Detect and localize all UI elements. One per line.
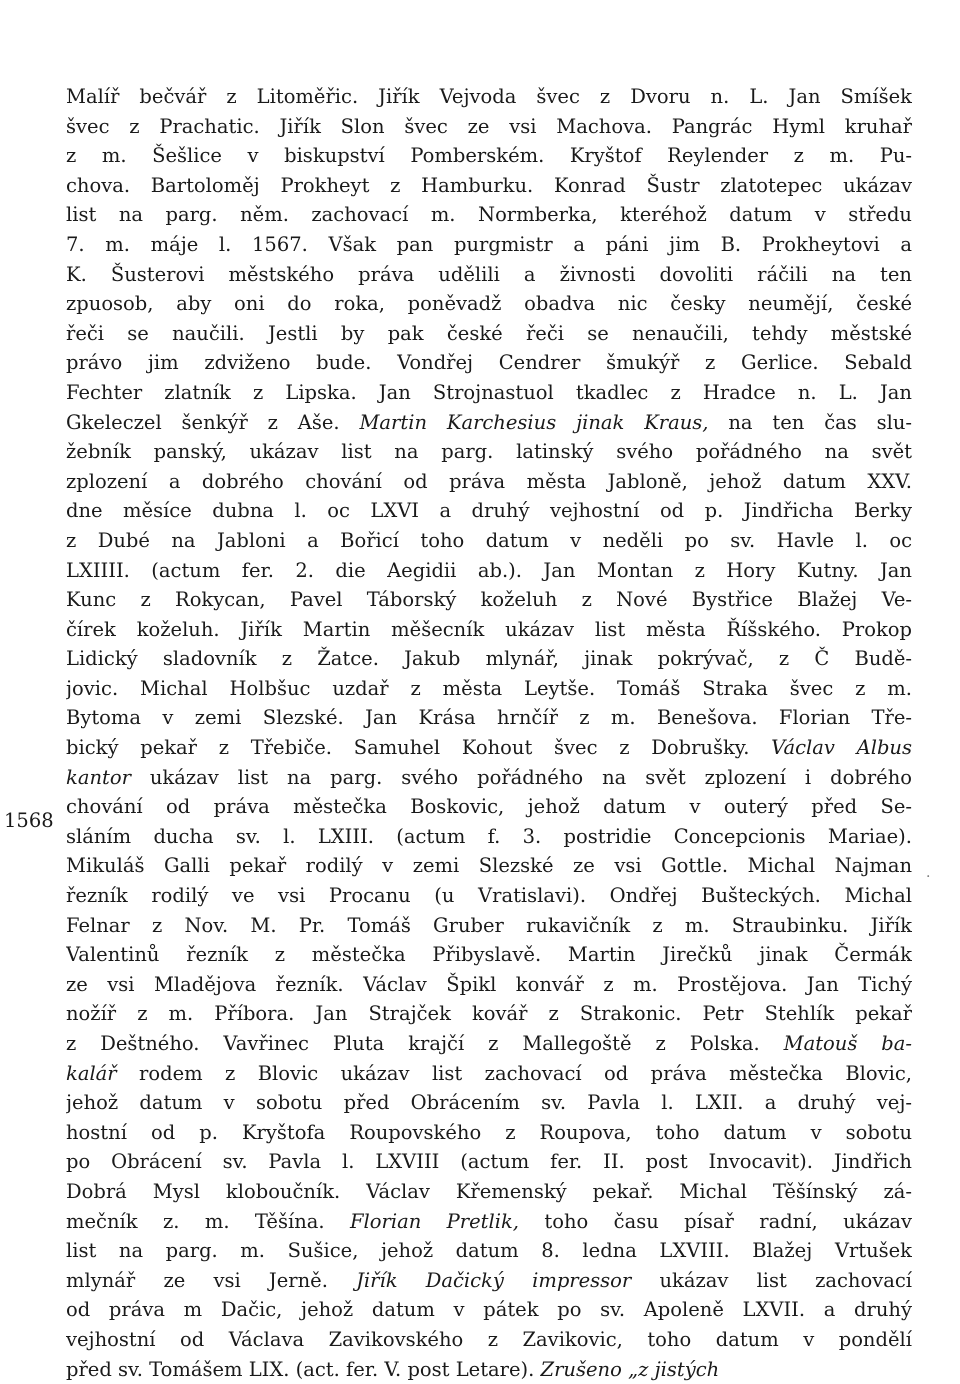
text-line (66, 970, 912, 1000)
text-line (66, 1088, 912, 1118)
text-line (66, 851, 912, 881)
text-line (66, 1029, 912, 1059)
text-line (66, 674, 912, 704)
text-segment: po Obrácení sv. Pavla l. LXVIII (actum fer. II. post Invocavit). Jindřich (66, 1150, 912, 1174)
text-segment: LXIIII. (actum fer. 2. die Aegidii ab.). Jan Montan z Hory Kutny. Jan (66, 558, 912, 582)
text-line (66, 82, 912, 112)
text-segment: Gkeleczel šenkýř z Aše. (66, 410, 360, 434)
italic-name-segment: Florian Pretlik, (350, 1209, 519, 1233)
text-segment: Fechter zlatník z Lipska. Jan Strojnastuol tkadlec z Hradce n. L. Jan (66, 380, 912, 404)
text-segment: Dobrá Mysl kloboučník. Václav Křemenský pekař. Michal Těšínský zá- (66, 1179, 912, 1203)
text-segment: švec z Prachatic. Jiřík Slon švec ze vsi Machova. Pangrác Hyml kruhař (66, 114, 912, 138)
text-segment: toho času písař radní, ukázav (518, 1209, 912, 1233)
text-line (66, 141, 912, 171)
text-line (66, 171, 912, 201)
text-line (66, 319, 912, 349)
text-line (66, 526, 912, 556)
text-line (66, 644, 912, 674)
text-segment: Valentinů řezník z městečka Přibyslavě. Martin Jirečků jinak Čermák (66, 943, 912, 967)
text-segment: bický pekař z Třebiče. Samuhel Kohout švec z Dobrušky. (66, 736, 772, 760)
text-segment: Felnar z Nov. M. Pr. Tomáš Gruber rukavičník z m. Straubinku. Jiřík (66, 913, 912, 937)
italic-name-segment: Martin Karchesius jinak Kraus, (359, 410, 709, 434)
text-segment: ukázav list zachovací (631, 1268, 912, 1292)
text-line (66, 911, 912, 941)
text-segment: ze vsi Mladějova řezník. Václav Špikl konvář z m. Prostějova. Jan Tichý (66, 972, 912, 996)
text-segment: dne měsíce dubna l. oc LXVI a druhý vejhostní od p. Jindřicha Berky (66, 499, 912, 523)
text-segment: z Deštného. Vavřinec Pluta krajčí z Mallegoště z Polska. (66, 1032, 784, 1055)
italic-name-segment: kalář (66, 1061, 117, 1085)
text-segment: rodem z Blovic ukázav list zachovací od práva městečka Blovic, (116, 1061, 912, 1085)
text-segment: Mikuláš Galli pekař rodilý v zemi Slezské ze vsi Gottle. Michal Najman (66, 854, 912, 878)
text-line (66, 940, 912, 970)
text-line (66, 200, 912, 230)
text-segment: právo jim zdviženo bude. Vondřej Cendrer šmukýř z Gerlice. Sebald (66, 351, 912, 375)
text-segment: mlynář ze vsi Jerně. (66, 1268, 357, 1292)
text-line (66, 348, 912, 378)
text-segment: žebník panský, ukázav list na parg. latinský svého pořádného na svět (66, 440, 912, 464)
text-line (66, 822, 912, 852)
text-line (66, 1295, 912, 1325)
text-segment: Lidický sladovník z Žatce. Jakub mlynář, jinak pokrývač, z Č Budě- (66, 647, 912, 671)
text-line (66, 585, 912, 615)
text-segment: z Dubé na Jabloni a Bořicí toho datum v neděli po sv. Havle l. oc (66, 528, 912, 552)
text-line (66, 792, 912, 822)
italic-name-segment: Václav Albus (771, 736, 912, 760)
italic-name-segment: Matouš ba- (783, 1032, 912, 1055)
text-line (66, 1355, 912, 1384)
text-line (66, 1118, 912, 1148)
text-segment: na ten čas slu- (708, 410, 912, 434)
text-segment: 7. m. máje l. 1567. Však pan purgmistr a páni jim B. Prokheytovi a (66, 232, 912, 256)
text-segment: řeči se naučili. Jestli by pak české řeči se nenaučili, tehdy městské (66, 321, 912, 345)
text-line (66, 1236, 912, 1266)
text-line (66, 1266, 912, 1296)
text-line (66, 733, 912, 763)
text-segment: před sv. Tomášem LIX. (act. fer. V. post Letare). (66, 1357, 541, 1381)
text-segment: z m. Šešlice v biskupství Pomberském. Kryštof Reylender z m. Pu- (66, 144, 912, 168)
text-segment: čírek koželuh. Jiřík Martin měšecník ukázav list města Říšského. Prokop (66, 617, 912, 641)
text-segment: K. Šusterovi městského práva udělili a živnosti dovoliti ráčili na ten (66, 262, 912, 286)
text-segment: jehož datum v sobotu před Obrácením sv. Pavla l. LXII. a druhý vej- (66, 1091, 912, 1115)
text-line (66, 1059, 912, 1089)
text-line (66, 703, 912, 733)
text-line (66, 437, 912, 467)
italic-name-segment: kantor (66, 765, 131, 789)
body-text (66, 82, 912, 1384)
text-line (66, 378, 912, 408)
text-line (66, 1177, 912, 1207)
text-line (66, 556, 912, 586)
text-segment: ukázav list na parg. svého pořádného na svět zplození i dobrého (130, 765, 912, 789)
text-segment: hostní od p. Kryštofa Roupovského z Roupova, toho datum v sobotu (66, 1120, 912, 1144)
text-segment: Kunc z Rokycan, Pavel Táborský koželuh z Nové Bystřice Blažej Ve- (66, 588, 912, 612)
text-line (66, 408, 912, 438)
italic-name-segment: Zrušeno „z jistých (540, 1357, 720, 1381)
text-line (66, 881, 912, 911)
text-line (66, 1207, 912, 1237)
margin-year-note: 1568 (4, 809, 54, 832)
text-line (66, 289, 912, 319)
text-line (66, 763, 912, 793)
text-segment: chování od práva městečka Boskovic, jehož datum v outerý před Se- (66, 795, 912, 819)
text-segment: chova. Bartoloměj Prokheyt z Hamburku. Konrad Šustr zlatotepec ukázav (66, 173, 912, 197)
text-line (66, 615, 912, 645)
italic-name-segment: Jiřík Dačický impressor (356, 1268, 632, 1292)
text-line (66, 999, 912, 1029)
text-segment: řezník rodilý ve vsi Procanu (u Vratislavi). Ondřej Bušteckých. Michal (66, 884, 912, 908)
text-line (66, 467, 912, 497)
text-segment: sláním ducha sv. l. LXIII. (actum f. 3. postridie Concepcionis Mariae). (66, 824, 912, 848)
text-segment: list na parg. m. Sušice, jehož datum 8. ledna LXVIII. Blažej Vrtušek (66, 1239, 912, 1263)
text-segment: mečník z. m. Těšína. (66, 1209, 350, 1233)
text-segment: zpuosob, aby oni do roka, poněvadž obadva nic česky neumějí, české (66, 292, 912, 316)
text-line (66, 230, 912, 260)
text-line (66, 260, 912, 290)
text-line (66, 496, 912, 526)
margin-dot-mark: · (926, 869, 931, 885)
text-segment: Malíř bečvář z Litoměřic. Jiřík Vejvoda švec z Dvoru n. L. Jan Smíšek (66, 85, 912, 108)
text-line (66, 112, 912, 142)
text-segment: Bytoma v zemi Slezské. Jan Krása hrnčíř z m. Benešova. Florian Tře- (66, 706, 912, 730)
text-segment: list na parg. něm. zachovací m. Normberka, kteréhož datum v středu (66, 203, 912, 227)
text-segment: zplození a dobrého chování od práva města Jabloně, jehož datum XXV. (66, 469, 912, 493)
text-segment: vejhostní od Václava Zavikovského z Zavikovic, toho datum v pondělí (66, 1327, 912, 1351)
text-segment: nožíř z m. Příbora. Jan Strajček kovář z Strakonic. Petr Stehlík pekař (66, 1002, 912, 1026)
text-segment: jovic. Michal Holbšuc uzdař z města Leytše. Tomáš Straka švec z m. (66, 676, 912, 700)
text-segment: od práva m Dačic, jehož datum v pátek po sv. Apoleně LXVII. a druhý (66, 1298, 912, 1322)
text-line (66, 1147, 912, 1177)
text-line (66, 1325, 912, 1355)
